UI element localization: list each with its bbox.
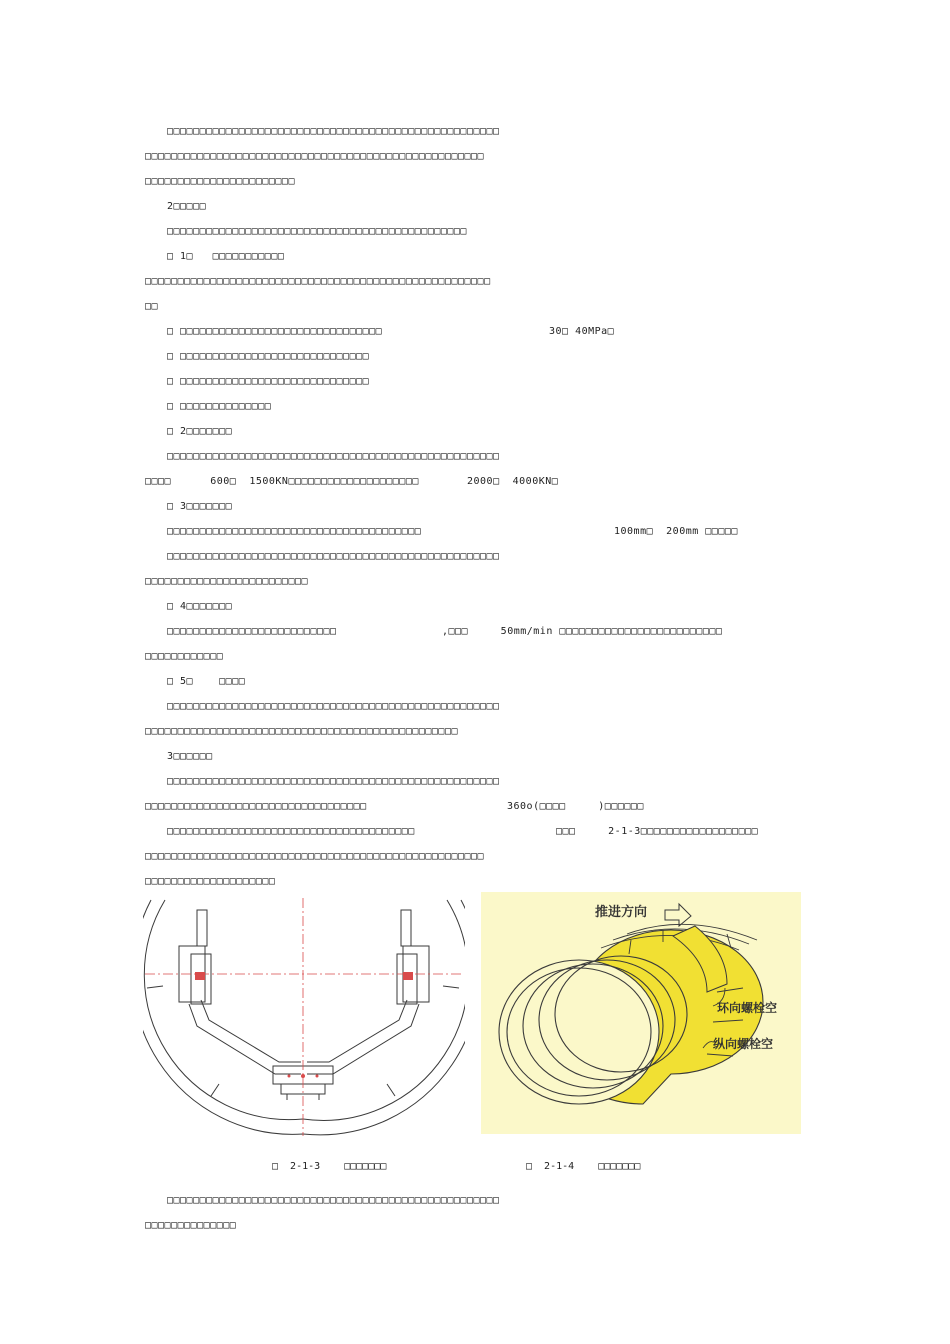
line-27: □□□□□□□□□□□□□□□□□□□□□□□□□□□□□□□□□□□□□□□□□□□□□□□□□□□: [167, 776, 500, 787]
line-17-tail: 100mm□ 200mm □□□□□: [614, 526, 738, 537]
line-9-tail: 30□ 40MPa□: [549, 326, 615, 337]
line-21-tail: ,□□□ 50mm/min □□□□□□□□□□□□□□□□□□□□□□□□□: [442, 626, 723, 637]
line-22: □□□□□□□□□□□□: [145, 651, 224, 662]
line-9: □ □□□□□□□□□□□□□□□□□□□□□□□□□□□□□□□: [167, 326, 383, 337]
line-1: □□□□□□□□□□□□□□□□□□□□□□□□□□□□□□□□□□□□□□□□□□□□□□□□□□□: [167, 126, 500, 137]
subheading-1: □ 1□ □□□□□□□□□□□: [167, 251, 285, 262]
line-29-tail: □□□ 2-1-3□□□□□□□□□□□□□□□□□□: [556, 826, 759, 837]
line-18: □□□□□□□□□□□□□□□□□□□□□□□□□□□□□□□□□□□□□□□□□□□□□□□□□□□: [167, 551, 500, 562]
subheading-3: □ 3□□□□□□□: [167, 501, 233, 512]
line-25: □□□□□□□□□□□□□□□□□□□□□□□□□□□□□□□□□□□□□□□□□□□□□□□□: [145, 726, 458, 737]
line-3: □□□□□□□□□□□□□□□□□□□□□□□: [145, 176, 295, 187]
push-direction-label: 推进方向: [595, 905, 648, 920]
line-31: □□□□□□□□□□□□□□□□□□□□: [145, 876, 276, 887]
line-30: □□□□□□□□□□□□□□□□□□□□□□□□□□□□□□□□□□□□□□□□□□□□□□□□□□□□: [145, 851, 485, 862]
line-10: □ □□□□□□□□□□□□□□□□□□□□□□□□□□□□□: [167, 351, 370, 362]
line-12: □ □□□□□□□□□□□□□□: [167, 401, 272, 412]
line-5: □□□□□□□□□□□□□□□□□□□□□□□□□□□□□□□□□□□□□□□□□□□□□□: [167, 226, 467, 237]
figure-caption-2-1-3: □ 2-1-3 □□□□□□□: [272, 1161, 387, 1172]
line-33: □□□□□□□□□□□□□□: [145, 1220, 237, 1231]
line-15: □□□□ 600□ 1500KN□□□□□□□□□□□□□□□□□□□□: [145, 476, 419, 487]
line-11: □ □□□□□□□□□□□□□□□□□□□□□□□□□□□□□: [167, 376, 370, 387]
figure-erector-drawing: [143, 896, 465, 1138]
line-7: □□□□□□□□□□□□□□□□□□□□□□□□□□□□□□□□□□□□□□□□□□□□□□□□□□□□□: [145, 276, 491, 287]
line-19: □□□□□□□□□□□□□□□□□□□□□□□□□: [145, 576, 309, 587]
line-24: □□□□□□□□□□□□□□□□□□□□□□□□□□□□□□□□□□□□□□□□□□□□□□□□□□□: [167, 701, 500, 712]
line-32: □□□□□□□□□□□□□□□□□□□□□□□□□□□□□□□□□□□□□□□□□□□□□□□□□□□: [167, 1195, 500, 1206]
figure-caption-2-1-4: □ 2-1-4 □□□□□□□: [526, 1161, 641, 1172]
longitudinal-bolt-label: 纵向螺栓空: [713, 1037, 774, 1051]
line-28: □□□□□□□□□□□□□□□□□□□□□□□□□□□□□□□□□□: [145, 801, 367, 812]
line-8: □□: [145, 301, 159, 312]
line-21: □□□□□□□□□□□□□□□□□□□□□□□□□□: [167, 626, 337, 637]
ring-bolt-label: 环向螺栓空: [717, 1001, 778, 1015]
line-14: □□□□□□□□□□□□□□□□□□□□□□□□□□□□□□□□□□□□□□□□□□□□□□□□□□□: [167, 451, 500, 462]
section-heading-3: 3□□□□□□: [167, 751, 213, 762]
subheading-5: □ 5□ □□□□: [167, 676, 246, 687]
line-15-tail: 2000□ 4000KN□: [467, 476, 559, 487]
figure-segment-ring: [481, 892, 801, 1134]
section-heading-2: 2□□□□□: [167, 201, 207, 212]
subheading-4: □ 4□□□□□□□: [167, 601, 233, 612]
subheading-2: □ 2□□□□□□□: [167, 426, 233, 437]
line-17: □□□□□□□□□□□□□□□□□□□□□□□□□□□□□□□□□□□□□□□: [167, 526, 422, 537]
line-2: □□□□□□□□□□□□□□□□□□□□□□□□□□□□□□□□□□□□□□□□□□□□□□□□□□□□: [145, 151, 485, 162]
line-28-tail: 360o(□□□□ )□□□□□□: [507, 801, 644, 812]
line-29: □□□□□□□□□□□□□□□□□□□□□□□□□□□□□□□□□□□□□□: [167, 826, 415, 837]
